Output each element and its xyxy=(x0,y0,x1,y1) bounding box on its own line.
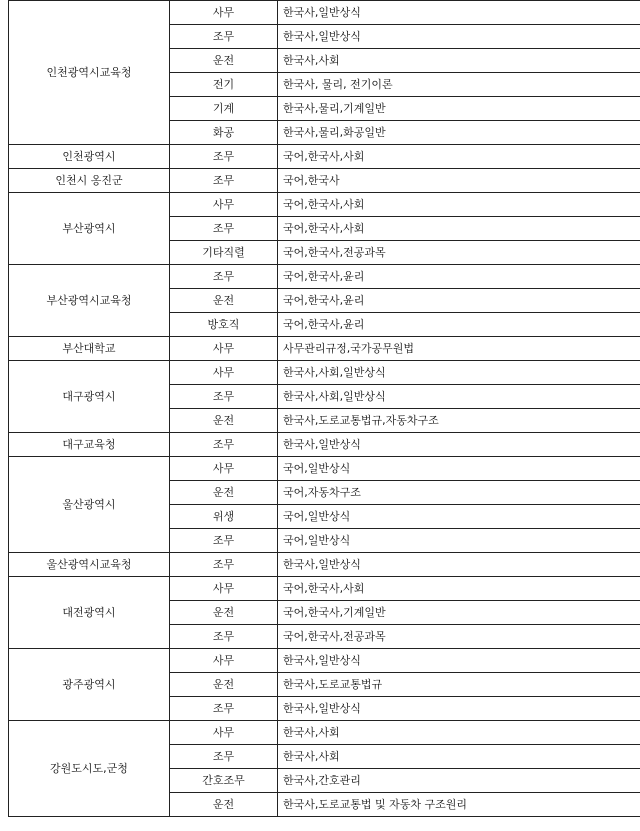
job-cell: 기계 xyxy=(170,97,278,121)
job-cell: 운전 xyxy=(170,601,278,625)
organization-cell: 인천광역시교육청 xyxy=(9,1,170,145)
job-cell: 조무 xyxy=(170,385,278,409)
job-cell: 조무 xyxy=(170,145,278,169)
organization-cell: 울산광역시 xyxy=(9,457,170,553)
job-cell: 사무 xyxy=(170,361,278,385)
subjects-cell: 국어,한국사,윤리 xyxy=(278,265,640,289)
job-cell: 전기 xyxy=(170,73,278,97)
job-cell: 위생 xyxy=(170,505,278,529)
subjects-cell: 한국사,물리,화공일반 xyxy=(278,121,640,145)
table-row xyxy=(9,649,640,673)
subjects-cell: 한국사,일반상식 xyxy=(278,433,640,457)
subjects-cell: 한국사,일반상식 xyxy=(278,25,640,49)
job-cell: 화공 xyxy=(170,121,278,145)
exam-subjects-table-container xyxy=(8,0,640,817)
job-cell: 사무 xyxy=(170,721,278,745)
organization-cell: 부산대학교 xyxy=(9,337,170,361)
job-cell: 운전 xyxy=(170,49,278,73)
table-row xyxy=(9,577,640,601)
job-cell: 조무 xyxy=(170,625,278,649)
job-cell: 사무 xyxy=(170,577,278,601)
subjects-cell: 한국사,사회 xyxy=(278,745,640,769)
job-cell: 조무 xyxy=(170,169,278,193)
table-row xyxy=(9,553,640,577)
organization-cell: 울산광역시교육청 xyxy=(9,553,170,577)
subjects-cell: 국어,자동차구조 xyxy=(278,481,640,505)
job-cell: 조무 xyxy=(170,25,278,49)
table-row xyxy=(9,145,640,169)
subjects-cell: 국어,한국사,전공과목 xyxy=(278,241,640,265)
organization-cell: 강원도시도,군청 xyxy=(9,721,170,817)
job-cell: 사무 xyxy=(170,337,278,361)
job-cell: 조무 xyxy=(170,217,278,241)
subjects-cell: 국어,한국사,기계일반 xyxy=(278,601,640,625)
subjects-cell: 국어,한국사,윤리 xyxy=(278,289,640,313)
subjects-cell: 국어,한국사 xyxy=(278,169,640,193)
subjects-cell: 한국사,일반상식 xyxy=(278,697,640,721)
subjects-cell: 국어,일반상식 xyxy=(278,505,640,529)
organization-cell: 부산광역시교육청 xyxy=(9,265,170,337)
table-row xyxy=(9,361,640,385)
subjects-cell: 한국사,도로교통법 및 자동차 구조원리 xyxy=(278,793,640,817)
job-cell: 조무 xyxy=(170,265,278,289)
subjects-cell: 한국사,사회 xyxy=(278,49,640,73)
job-cell: 조무 xyxy=(170,529,278,553)
subjects-cell: 사무관리규정,국가공무원법 xyxy=(278,337,640,361)
table-row xyxy=(9,721,640,745)
organization-cell: 대구교육청 xyxy=(9,433,170,457)
subjects-cell: 국어,한국사,사회 xyxy=(278,145,640,169)
job-cell: 운전 xyxy=(170,481,278,505)
job-cell: 운전 xyxy=(170,793,278,817)
subjects-cell: 국어,일반상식 xyxy=(278,457,640,481)
subjects-cell: 한국사,사회 xyxy=(278,721,640,745)
job-cell: 방호직 xyxy=(170,313,278,337)
subjects-cell: 한국사,사회,일반상식 xyxy=(278,361,640,385)
job-cell: 간호조무 xyxy=(170,769,278,793)
table-body xyxy=(9,1,640,817)
table-row xyxy=(9,169,640,193)
subjects-cell: 한국사, 물리, 전기이론 xyxy=(278,73,640,97)
table-row xyxy=(9,1,640,25)
job-cell: 운전 xyxy=(170,289,278,313)
organization-cell: 대구광역시 xyxy=(9,361,170,433)
job-cell: 사무 xyxy=(170,193,278,217)
job-cell: 조무 xyxy=(170,433,278,457)
subjects-cell: 국어,한국사,윤리 xyxy=(278,313,640,337)
subjects-cell: 한국사,사회,일반상식 xyxy=(278,385,640,409)
subjects-cell: 국어,한국사,사회 xyxy=(278,577,640,601)
organization-cell: 광주광역시 xyxy=(9,649,170,721)
subjects-cell: 한국사,일반상식 xyxy=(278,1,640,25)
subjects-cell: 국어,한국사,사회 xyxy=(278,217,640,241)
subjects-cell: 국어,일반상식 xyxy=(278,529,640,553)
job-cell: 조무 xyxy=(170,745,278,769)
subjects-cell: 한국사,일반상식 xyxy=(278,553,640,577)
job-cell: 기타직렬 xyxy=(170,241,278,265)
organization-cell: 인천광역시 xyxy=(9,145,170,169)
subjects-cell: 한국사,도로교통법규,자동차구조 xyxy=(278,409,640,433)
organization-cell: 부산광역시 xyxy=(9,193,170,265)
exam-subjects-table xyxy=(8,0,640,817)
subjects-cell: 한국사,간호관리 xyxy=(278,769,640,793)
table-row xyxy=(9,457,640,481)
job-cell: 사무 xyxy=(170,457,278,481)
subjects-cell: 한국사,일반상식 xyxy=(278,649,640,673)
subjects-cell: 국어,한국사,사회 xyxy=(278,193,640,217)
job-cell: 사무 xyxy=(170,1,278,25)
table-row xyxy=(9,433,640,457)
organization-cell: 대전광역시 xyxy=(9,577,170,649)
job-cell: 사무 xyxy=(170,649,278,673)
organization-cell: 인천시 옹진군 xyxy=(9,169,170,193)
job-cell: 운전 xyxy=(170,673,278,697)
table-row xyxy=(9,337,640,361)
job-cell: 운전 xyxy=(170,409,278,433)
subjects-cell: 한국사,물리,기계일반 xyxy=(278,97,640,121)
job-cell: 조무 xyxy=(170,697,278,721)
table-row xyxy=(9,265,640,289)
subjects-cell: 국어,한국사,전공과목 xyxy=(278,625,640,649)
subjects-cell: 한국사,도로교통법규 xyxy=(278,673,640,697)
job-cell: 조무 xyxy=(170,553,278,577)
table-row xyxy=(9,193,640,217)
